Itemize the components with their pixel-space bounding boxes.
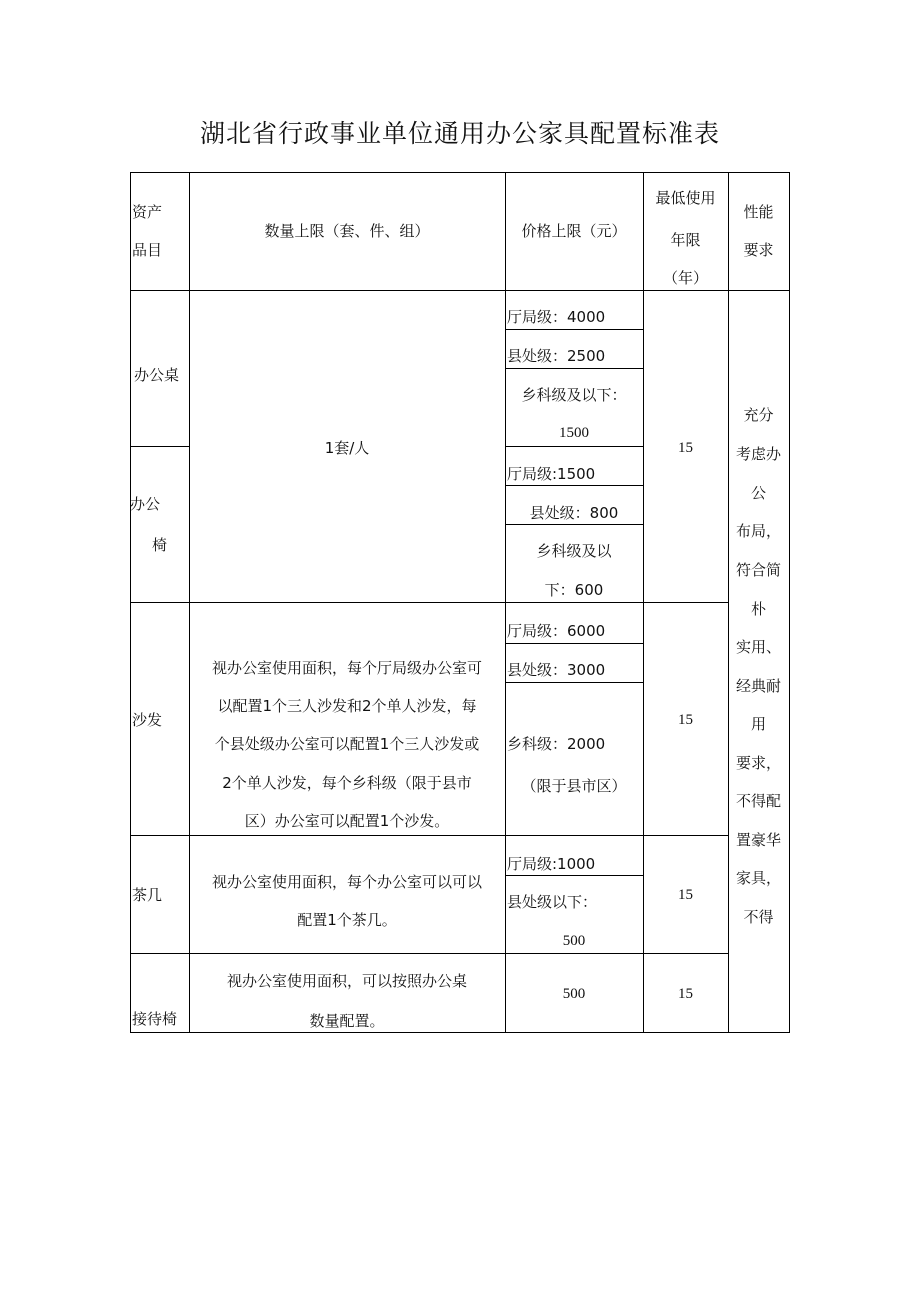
header-quantity: 数量上限（套、件、组） — [264, 222, 430, 240]
header-performance-line1: 性能 — [743, 203, 774, 221]
sofa-quantity-line2: 以配置1个三人沙发和2个单人沙发，每 — [217, 697, 477, 715]
sofa-quantity-line1: 视办公室使用面积，每个厅局级办公室可 — [211, 659, 482, 677]
header-price: 价格上限（元） — [521, 222, 627, 240]
price-divider — [505, 368, 643, 369]
performance-line: 朴 — [750, 600, 766, 618]
header-performance-line2: 要求 — [743, 241, 774, 259]
reception-chair-years: 15 — [678, 986, 693, 1002]
row-divider — [130, 835, 728, 836]
price-divider — [505, 682, 643, 683]
desk-price-county: 县处级：2500 — [507, 347, 606, 365]
performance-line: 要求， — [735, 754, 781, 772]
header-years-line1: 最低使用 — [655, 189, 716, 207]
row-divider — [505, 446, 643, 447]
price-divider — [505, 643, 643, 644]
performance-line: 布局， — [735, 522, 781, 540]
price-divider — [505, 485, 643, 486]
price-divider — [505, 524, 643, 525]
sofa-price-bureau: 厅局级：6000 — [507, 622, 606, 640]
performance-line: 考虑办 — [735, 445, 781, 463]
col-divider — [505, 172, 506, 1033]
reception-chair-quantity-line1: 视办公室使用面积，可以按照办公桌 — [226, 972, 467, 990]
desk-chair-years: 15 — [678, 440, 693, 456]
chair-price-township: 乡科级及以 — [536, 542, 612, 560]
col-divider — [189, 172, 190, 1033]
performance-line: 家具， — [735, 869, 781, 887]
row-divider — [130, 953, 728, 954]
asset-reception-chair: 接待椅 — [132, 1010, 178, 1028]
sofa-price-township: 乡科级：2000 — [507, 735, 606, 753]
asset-chair-line2: 椅 — [151, 536, 167, 554]
asset-desk: 办公桌 — [134, 366, 180, 384]
desk-price-bureau: 厅局级：4000 — [507, 308, 606, 326]
asset-sofa: 沙发 — [132, 711, 163, 729]
tea-table-years: 15 — [678, 887, 693, 903]
tea-table-quantity-line1: 视办公室使用面积，每个办公室可以可以 — [211, 873, 482, 891]
chair-price-bureau: 厅局级:1500 — [507, 465, 596, 483]
sofa-quantity-line3: 个县处级办公室可以配置1个三人沙发或 — [214, 735, 480, 753]
header-years-line3: （年） — [662, 269, 708, 287]
desk-price-township: 乡科级及以下： — [521, 386, 627, 404]
performance-line: 不得配 — [735, 792, 781, 810]
asset-chair-line1: 办公 — [130, 495, 161, 513]
sofa-quantity-line5: 区）办公室可以配置1个沙发。 — [244, 812, 450, 830]
header-asset-line2: 品目 — [132, 241, 163, 259]
tea-table-price-county-value: 500 — [562, 933, 586, 949]
table-border-top — [130, 172, 790, 173]
desk-chair-quantity: 1套/人 — [324, 439, 370, 457]
sofa-price-county: 县处级：3000 — [507, 661, 606, 679]
performance-line: 符合简 — [735, 561, 781, 579]
header-divider — [130, 290, 790, 291]
page-title: 湖北省行政事业单位通用办公家具配置标准表 — [199, 119, 720, 148]
performance-line: 置豪华 — [735, 831, 781, 849]
row-divider — [130, 446, 189, 447]
price-divider — [505, 875, 643, 876]
performance-line: 充分 — [743, 406, 774, 424]
tea-table-quantity-line2: 配置1个茶几。 — [297, 911, 397, 929]
sofa-price-note: （限于县市区） — [521, 777, 627, 795]
reception-chair-quantity-line2: 数量配置。 — [309, 1012, 385, 1030]
chair-price-county: 县处级：800 — [529, 504, 619, 522]
asset-tea-table: 茶几 — [132, 886, 163, 904]
table-border-left — [130, 172, 131, 1033]
performance-line: 用 — [750, 715, 766, 733]
performance-line: 不得 — [743, 908, 774, 926]
sofa-years: 15 — [678, 712, 693, 728]
performance-line: 经典耐 — [735, 677, 781, 695]
header-years-line2: 年限 — [670, 231, 701, 249]
performance-line: 公 — [750, 484, 766, 502]
performance-line: 实用、 — [735, 638, 781, 656]
tea-table-price-county: 县处级以下： — [507, 893, 598, 911]
sofa-quantity-line4: 2个单人沙发，每个乡科级（限于县市 — [222, 774, 472, 792]
row-divider — [130, 602, 728, 603]
header-asset-line1: 资产 — [132, 203, 163, 221]
desk-price-township-value: 1500 — [559, 425, 589, 441]
reception-chair-price: 500 — [562, 986, 586, 1002]
table-border-right — [789, 172, 790, 1033]
chair-price-township-value: 下：600 — [544, 581, 604, 599]
tea-table-price-bureau: 厅局级:1000 — [507, 855, 596, 873]
table-border-bottom — [130, 1032, 790, 1033]
price-divider — [505, 329, 643, 330]
